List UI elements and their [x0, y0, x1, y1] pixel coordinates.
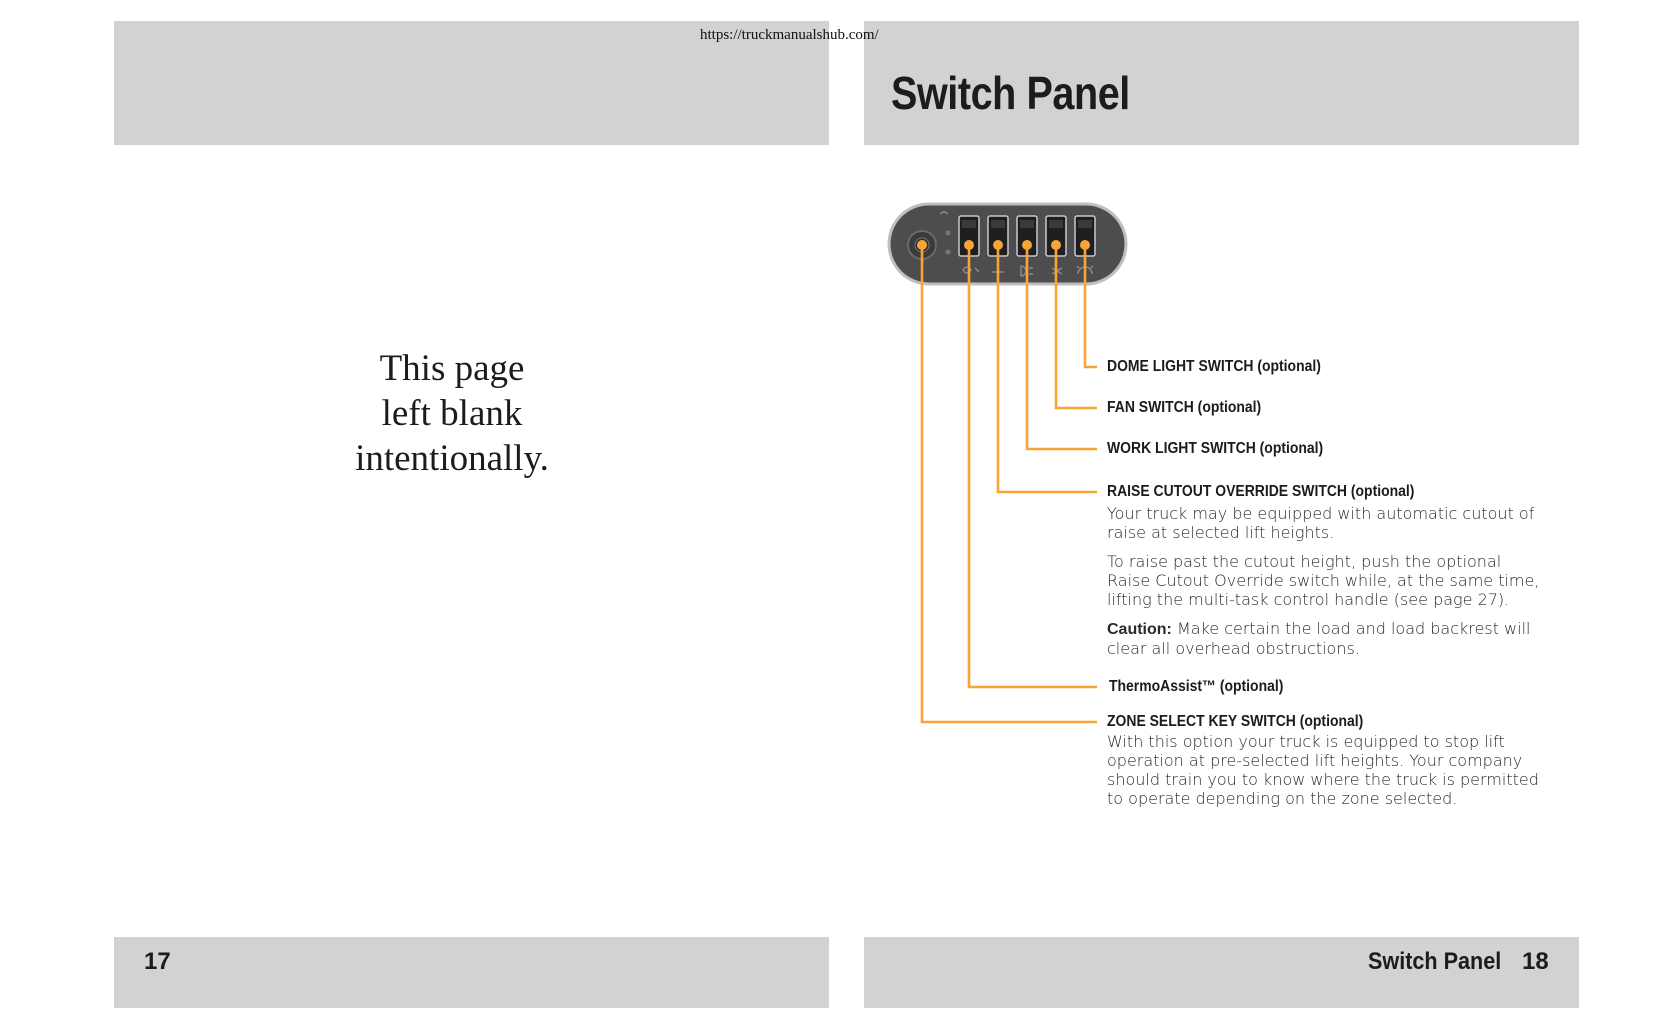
caution-note: [1107, 619, 1547, 658]
right-page-number: 18: [1522, 948, 1549, 975]
indicator-dot: [946, 250, 951, 255]
watermark-url[interactable]: https://truckmanualshub.com/: [700, 27, 879, 43]
fan-label: FAN SWITCH (optional): [1107, 399, 1262, 416]
zone-select-leader: [922, 245, 1097, 722]
zone-select-callout: [1107, 712, 1547, 818]
indicator-dot: [946, 231, 951, 236]
thermoassist-label: ThermoAssist™ (optional): [1109, 678, 1284, 695]
callout-leaders: [922, 245, 1097, 722]
zone-select-label: ZONE SELECT KEY SWITCH (optional): [1107, 713, 1364, 730]
blank-line-1: This page: [379, 348, 525, 389]
raise-cutout-callout: [1107, 482, 1547, 668]
raise-cutout-para2: To raise past the cutout height, push the optional Raise Cutout Override switch while, at the same time, lifting the multi-task control handle (see page 27).: [1107, 552, 1540, 609]
blank-line-3: intentionally.: [355, 438, 549, 479]
fan-callout: [1107, 398, 1547, 418]
work-light-callout: [1107, 439, 1547, 459]
footer-section-title: Switch Panel: [1368, 948, 1502, 975]
raise-cutout-para1: Your truck may be equipped with automatic cutout of raise at selected lift heights.: [1107, 504, 1535, 542]
caution-text: Make certain the load and load backrest will clear all overhead obstructions.: [1107, 619, 1531, 658]
work-light-label: WORK LIGHT SWITCH (optional): [1107, 440, 1324, 457]
thermoassist-callout: [1109, 677, 1549, 697]
blank-line-2: left blank: [381, 393, 523, 434]
dome-light-label: DOME LIGHT SWITCH (optional): [1107, 358, 1321, 375]
zone-select-para1: With this option your truck is equipped to stop lift operation at pre-selected lift heights. Your company should train you to know where the truck is permitted to operate depending on the zone selected.: [1107, 732, 1539, 808]
caution-word: Caution:: [1107, 621, 1172, 638]
left-page-number: 17: [144, 948, 171, 975]
raise-cutout-label: RAISE CUTOUT OVERRIDE SWITCH (optional): [1107, 483, 1415, 500]
thermoassist-leader: [969, 245, 1097, 687]
page-title: Switch Panel: [891, 67, 1130, 119]
dome-light-callout: [1107, 357, 1547, 377]
